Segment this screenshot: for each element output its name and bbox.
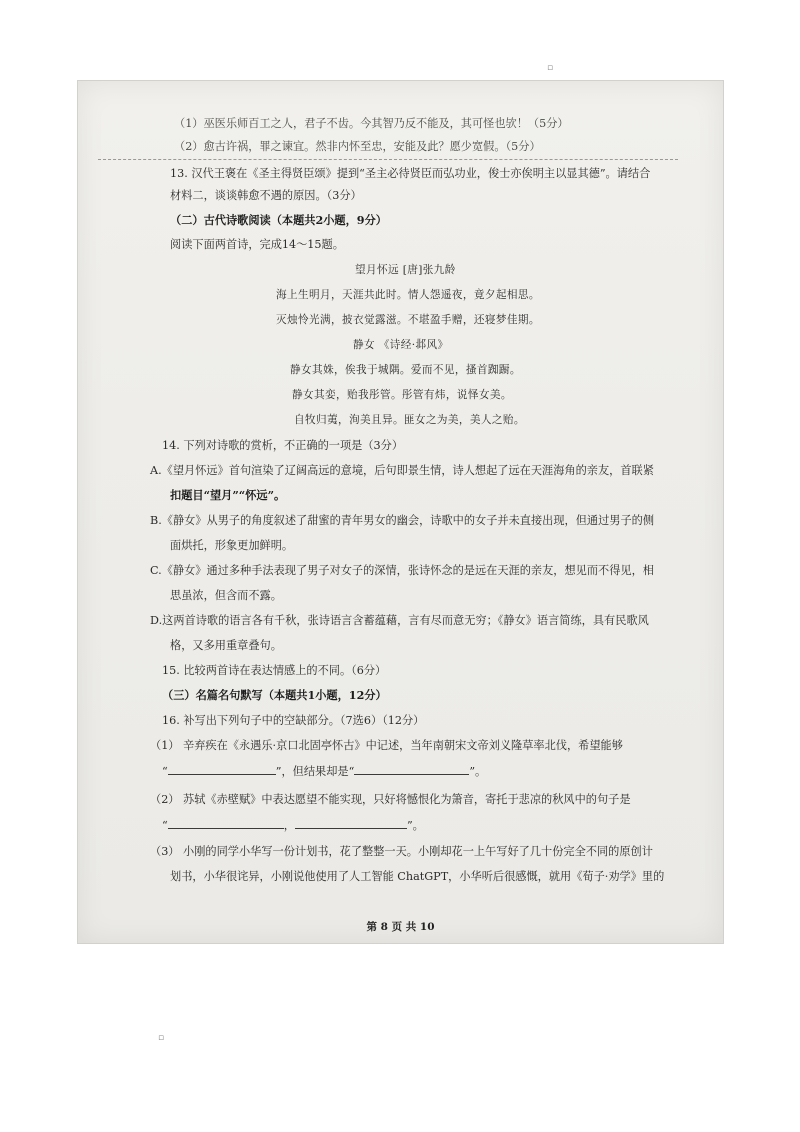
q14-option-a-line2: 扣题目“望月”“怀远”。 bbox=[170, 488, 286, 502]
q14-stem: 14. 下列对诗歌的赏析，不正确的一项是（3分） bbox=[162, 439, 404, 452]
poem2-line-2: 静女其娈，贻我彤管。彤管有炜，说怿女美。 bbox=[292, 389, 512, 401]
scanned-exam-page bbox=[77, 80, 724, 944]
q14-option-c-line1: C.《静女》通过多种手法表现了男子对女子的深情，张诗怀念的是远在天涯的亲友，想见而不得见，相 bbox=[150, 564, 654, 577]
q14-option-d-line2: 格，又多用重章叠句。 bbox=[170, 639, 282, 652]
poem2-line-1: 静女其姝，俟我于城隅。爱而不见，搔首踟蹰。 bbox=[290, 364, 521, 376]
quote-open: “ bbox=[162, 819, 168, 832]
answer-blank-2[interactable] bbox=[354, 764, 469, 775]
page-number-footer: 第 8 页 共 10 bbox=[366, 921, 435, 933]
poem1-title: 望月怀远 [唐]张九龄 bbox=[355, 264, 456, 276]
answer-blank-3[interactable] bbox=[168, 818, 284, 829]
q16-item3-line1: （3） 小刚的同学小华写一份计划书，花了整整一天。小刚却花一上午写好了几十份完全不同的原创计 bbox=[150, 845, 653, 858]
q14-option-a-line1: A.《望月怀远》首句渲染了辽阔高远的意境，后句即景生情，诗人想起了远在天涯海角的亲友，首联紧 bbox=[150, 464, 654, 477]
section2-header: （二）古代诗歌阅读（本题共2小题，9分） bbox=[170, 213, 387, 227]
q16-item2-line2 bbox=[162, 818, 424, 832]
q14-option-c-line2: 思虽浓，但含而不露。 bbox=[170, 589, 282, 602]
poem1-line-1: 海上生明月，天涯共此时。情人怨遥夜，竟夕起相思。 bbox=[276, 289, 540, 301]
q16-item1-line2 bbox=[162, 764, 486, 778]
quote-close: ”。 bbox=[469, 765, 487, 778]
poem2-line-3: 自牧归荑，洵美且异。匪女之为美，美人之贻。 bbox=[294, 414, 525, 426]
answer-blank-4[interactable] bbox=[295, 818, 407, 829]
q14-option-b-line1: B.《静女》从男子的角度叙述了甜蜜的青年男女的幽会，诗歌中的女子并未直接出现，但通过男子的侧 bbox=[150, 514, 655, 527]
q15-stem: 15. 比较两首诗在表达情感上的不同。（6分） bbox=[162, 664, 387, 677]
q13-line2: 材料二，谈谈韩愈不遇的原因。（3分） bbox=[170, 189, 362, 202]
quote-open: “ bbox=[162, 765, 168, 778]
q14-option-d-line1: D.这两首诗歌的语言各有千秋，张诗语言含蓄蕴藉，言有尽而意无穷；《静女》语言简练，具有民歌风 bbox=[150, 614, 649, 627]
q16-item1-connector: ”，但结果却是“ bbox=[275, 765, 355, 778]
page-corner-mark-bottom: ▫ bbox=[158, 1033, 165, 1043]
q16-item1-line1: （1） 辛弃疾在《永遇乐·京口北固亭怀古》中记述，当年南朝宋文帝刘义隆草率北伐，希望能够 bbox=[150, 739, 623, 752]
poem2-title: 静女 《诗经·邶风》 bbox=[353, 339, 449, 351]
q13-line1: 13. 汉代王褒在《圣主得贤臣颂》提到“圣主必待贤臣而弘功业，俊士亦俟明主以显其德”。请结合 bbox=[170, 167, 651, 180]
q16-item3-line2: 划书，小华很诧异，小刚说他使用了人工智能 ChatGPT，小华听后很感慨，就用《荀子·劝学》里的 bbox=[170, 870, 665, 883]
answer-blank-1[interactable] bbox=[168, 764, 276, 775]
q16-stem: 16. 补写出下列句子中的空缺部分。（7选6）（12分） bbox=[162, 714, 425, 727]
page-corner-mark-top: ▫ bbox=[547, 63, 554, 73]
section2-intro: 阅读下面两首诗，完成14～15题。 bbox=[170, 238, 344, 251]
cut-divider bbox=[98, 159, 678, 160]
q12-part2: （2）愈古许祸，罪之谏宜。然非内怀至忠，安能及此？愿少宽假。（5分） bbox=[174, 140, 541, 153]
poem1-line-2: 灭烛怜光满，披衣觉露滋。不堪盈手赠，还寝梦佳期。 bbox=[276, 314, 540, 326]
q12-part1: （1）巫医乐师百工之人，君子不齿。今其智乃反不能及，其可怪也欤！（5分） bbox=[174, 117, 569, 130]
section3-header: （三）名篇名句默写（本题共1小题，12分） bbox=[162, 688, 387, 702]
q14-option-b-line2: 面烘托，形象更加鲜明。 bbox=[170, 539, 294, 552]
quote-close: ”。 bbox=[406, 819, 424, 832]
q16-item2-comma: ， bbox=[283, 819, 295, 832]
q16-item2-line1: （2） 苏轼《赤壁赋》中表达愿望不能实现，只好将憾恨化为箫音，寄托于悲凉的秋风中的句子是 bbox=[150, 793, 631, 806]
